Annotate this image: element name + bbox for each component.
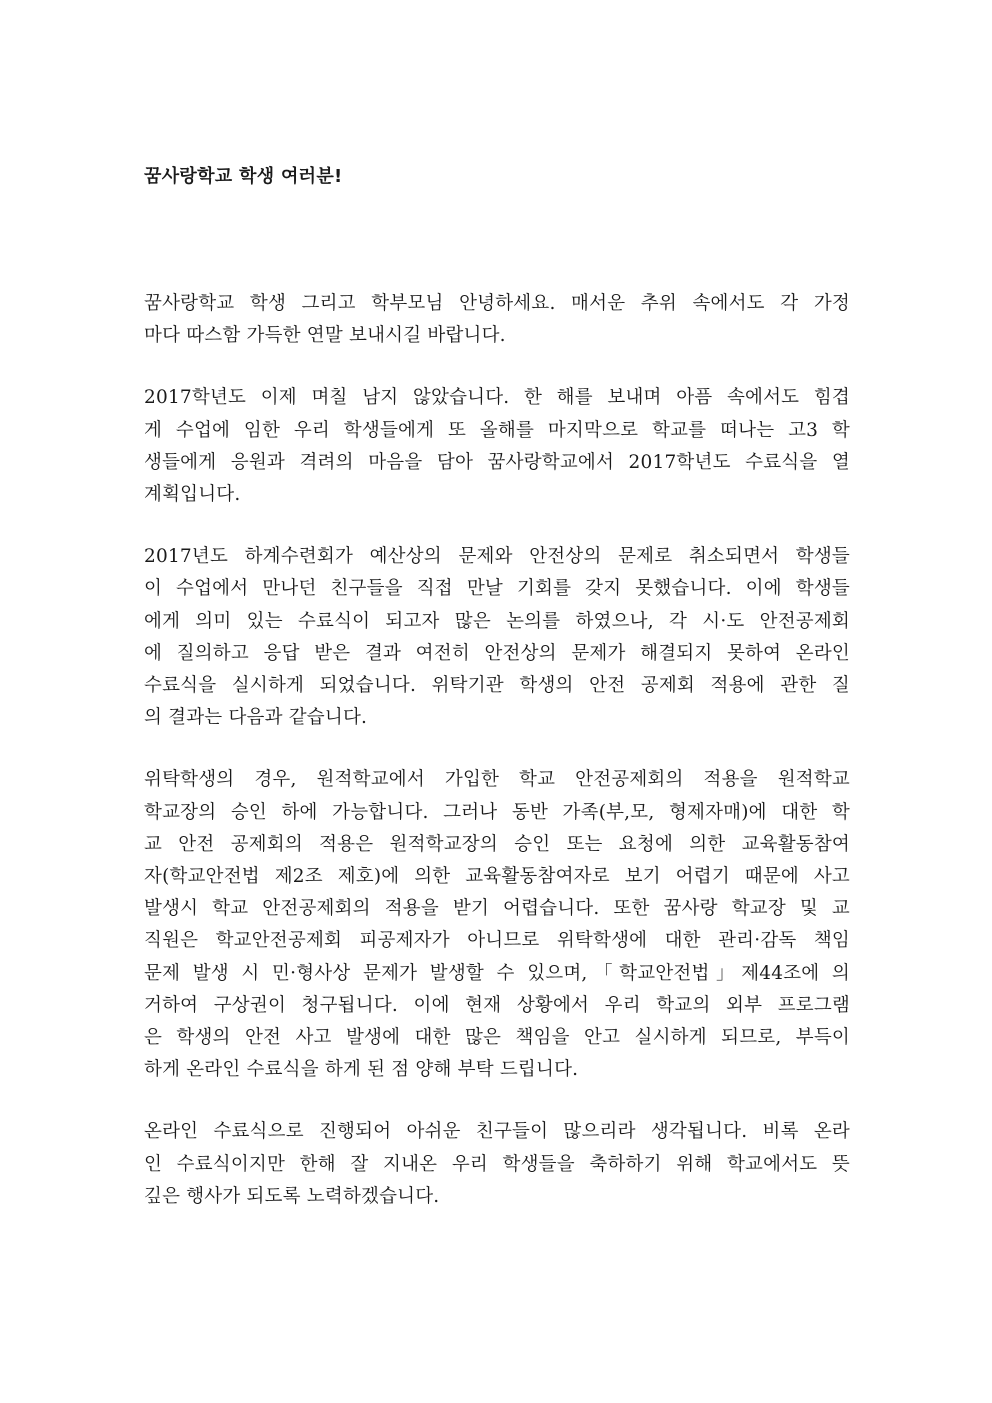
paragraph-line: 수료식을 실시하게 되었습니다. 위탁기관 학생의 안전 공제회 적용에 관한 질 bbox=[144, 675, 850, 697]
paragraph-line: 의 결과는 다음과 같습니다. bbox=[144, 707, 368, 729]
paragraph-line: 직원은 학교안전공제회 피공제자가 아니므로 위탁학생에 대한 관리·감독 책임 bbox=[144, 930, 850, 952]
paragraph-line: 2017년도 하계수련회가 예산상의 문제와 안전상의 문제로 취소되면서 학생들 bbox=[144, 546, 850, 568]
paragraph-line: 교 안전 공제회의 적용은 원적학교장의 승인 또는 요청에 의한 교육활동참여 bbox=[144, 833, 850, 855]
paragraph-line: 은 학생의 안전 사고 발생에 대한 많은 책임을 안고 실시하게 되므로, 부득이 bbox=[144, 1027, 850, 1049]
paragraph-line: 생들에게 응원과 격려의 마음을 담아 꿈사랑학교에서 2017학년도 수료식을 열 bbox=[144, 451, 850, 473]
paragraph-line: 발생시 학교 안전공제회의 적용을 받기 어렵습니다. 또한 꿈사랑 학교장 및 교 bbox=[144, 898, 850, 920]
paragraph-line: 하게 온라인 수료식을 하게 된 점 양해 부탁 드립니다. bbox=[144, 1059, 579, 1081]
paragraph-line: 자(학교안전법 제2조 제호)에 의한 교육활동참여자로 보기 어렵기 때문에 사고 bbox=[144, 866, 850, 888]
paragraph-line: 꿈사랑학교 학생 그리고 학부모님 안녕하세요. 매서운 추위 속에서도 각 가정 bbox=[144, 293, 850, 314]
paragraph-line: 인 수료식이지만 한해 잘 지내온 우리 학생들을 축하하기 위해 학교에서도 뜻 bbox=[144, 1153, 850, 1175]
paragraph-line: 에 질의하고 응답 받은 결과 여전히 안전상의 문제가 해결되지 못하여 온라인 bbox=[144, 642, 850, 664]
paragraph-line: 위탁학생의 경우, 원적학교에서 가입한 학교 안전공제회의 적용을 원적학교 bbox=[144, 769, 850, 791]
paragraph-line: 계획입니다. bbox=[144, 484, 241, 506]
paragraph-line: 온라인 수료식으로 진행되어 아쉬운 친구들이 많으리라 생각됩니다. 비록 온라 bbox=[144, 1121, 850, 1143]
paragraph bbox=[144, 382, 850, 511]
paragraph-line: 마다 따스함 가득한 연말 보내시길 바랍니다. bbox=[144, 325, 506, 347]
paragraph-line: 2017학년도 이제 며칠 남지 않았습니다. 한 해를 보내며 아픔 속에서도 힘겹 bbox=[144, 387, 850, 409]
paragraph-line: 게 수업에 임한 우리 학생들에게 또 올해를 마지막으로 학교를 떠나는 고3 학 bbox=[144, 419, 850, 441]
paragraph bbox=[144, 541, 850, 734]
letter-body bbox=[144, 288, 850, 1243]
paragraph-line: 이 수업에서 만나던 친구들을 직접 만날 기회를 갖지 못했습니다. 이에 학생들 bbox=[144, 578, 850, 600]
paragraph-line: 문제 발생 시 민·형사상 문제가 발생할 수 있으며,「학교안전법」제44조에 의 bbox=[144, 962, 850, 984]
paragraph-line: 학교장의 승인 하에 가능합니다. 그러나 동반 가족(부,모, 형제자매)에 대한 학 bbox=[144, 801, 850, 823]
paragraph bbox=[144, 288, 850, 352]
paragraph bbox=[144, 1116, 850, 1213]
letter-title: 꿈사랑학교 학생 여러분! bbox=[144, 166, 343, 187]
paragraph-line: 깊은 행사가 되도록 노력하겠습니다. bbox=[144, 1185, 440, 1207]
paragraph bbox=[144, 764, 850, 1086]
paragraph-line: 에게 의미 있는 수료식이 되고자 많은 논의를 하였으나, 각 시·도 안전공제회 bbox=[144, 610, 850, 632]
paragraph-line: 거하여 구상권이 청구됩니다. 이에 현재 상황에서 우리 학교의 외부 프로그램 bbox=[144, 994, 850, 1016]
